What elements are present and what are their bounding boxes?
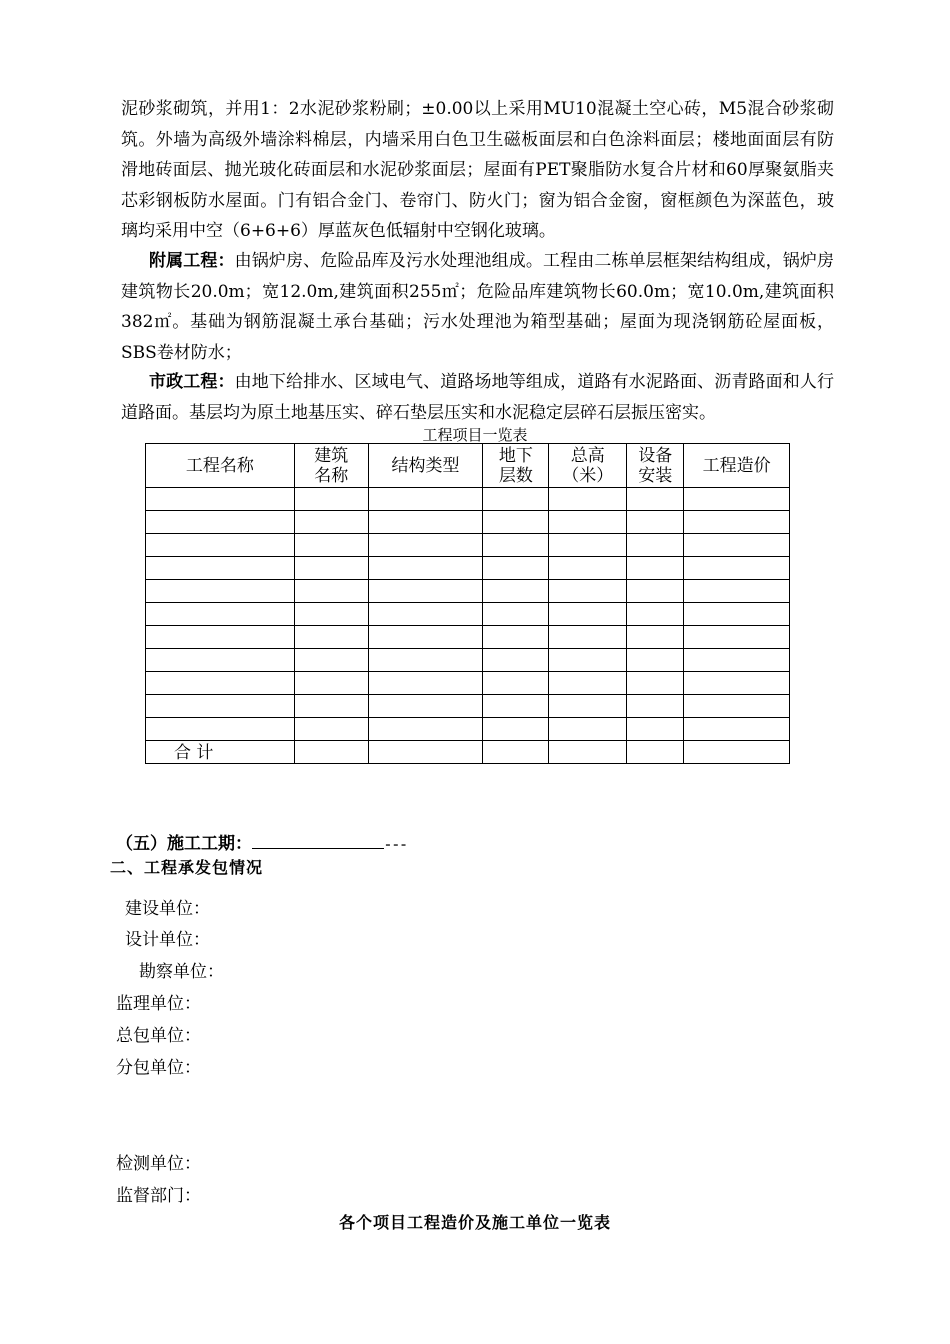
table-cell <box>549 603 627 626</box>
table-cell <box>627 649 684 672</box>
project-table <box>145 443 790 764</box>
table-cell <box>294 557 368 580</box>
table-row <box>146 488 790 511</box>
table-cell <box>483 626 549 649</box>
table-row <box>146 511 790 534</box>
table-cell <box>549 718 627 741</box>
table-cell <box>294 580 368 603</box>
auxiliary-label: 附属工程： <box>149 251 235 271</box>
table-cell <box>684 603 790 626</box>
table-row <box>146 557 790 580</box>
table-row <box>146 718 790 741</box>
unit-subcontractor: 分包单位： <box>116 1058 201 1078</box>
table-cell <box>146 626 295 649</box>
header-structure-type: 结构类型 <box>368 444 483 488</box>
schedule-blank[interactable] <box>252 832 384 849</box>
header-equipment-install: 设备 安装 <box>627 444 684 488</box>
table-cell <box>294 672 368 695</box>
table-cell <box>627 557 684 580</box>
table-cell <box>294 603 368 626</box>
table-cell <box>368 695 483 718</box>
section2-title: 二、工程承发包情况 <box>110 858 264 877</box>
table-row <box>146 534 790 557</box>
table-cell <box>549 557 627 580</box>
table-cell <box>684 580 790 603</box>
table-cell <box>294 695 368 718</box>
table-cell <box>684 626 790 649</box>
table-cell <box>549 672 627 695</box>
auxiliary-text: 由锅炉房、危险品库及污水处理池组成。工程由二栋单层框架结构组成，锅炉房建筑物长20.0m；宽12.0m,建筑面积255㎡；危险品库建筑物长60.0m；宽10.0m,建筑面积382㎡。基础为钢筋混凝土承台基础；污水处理池为箱型基础；屋面为现浇钢筋砼屋面板，SBS卷材防水； <box>121 251 835 363</box>
table-cell <box>368 534 483 557</box>
table-cell <box>627 695 684 718</box>
table-cell <box>483 557 549 580</box>
table-cell <box>146 649 295 672</box>
unit-survey: 勘察单位： <box>139 962 224 982</box>
table-cell <box>146 603 295 626</box>
table-row <box>146 672 790 695</box>
paragraph-municipal <box>121 367 834 428</box>
table-total-row <box>146 741 790 764</box>
table-cell <box>368 649 483 672</box>
table-cell <box>627 718 684 741</box>
table-cell <box>483 603 549 626</box>
header-building-name: 建筑 名称 <box>294 444 368 488</box>
table-cell <box>549 649 627 672</box>
table-cell <box>294 626 368 649</box>
unit-supervisory-dept: 监督部门： <box>116 1186 201 1206</box>
table-cell <box>368 626 483 649</box>
table-header-row <box>146 444 790 488</box>
table-cell <box>146 718 295 741</box>
paragraph-auxiliary <box>121 246 834 368</box>
table-cell <box>549 695 627 718</box>
table-cell <box>368 672 483 695</box>
table-cell <box>627 534 684 557</box>
table-cell <box>294 534 368 557</box>
unit-design: 设计单位： <box>125 930 210 950</box>
table-cell <box>483 580 549 603</box>
table-cell <box>146 534 295 557</box>
project-table-title: 工程项目一览表 <box>422 426 528 444</box>
table-row <box>146 603 790 626</box>
table-cell <box>684 488 790 511</box>
unit-construction: 建设单位： <box>125 899 210 919</box>
table-cell <box>146 672 295 695</box>
table-cell <box>146 488 295 511</box>
table-cell <box>684 672 790 695</box>
municipal-label: 市政工程： <box>149 372 235 392</box>
header-underground-floors: 地下 层数 <box>483 444 549 488</box>
table-cell <box>483 695 549 718</box>
table-cell <box>483 649 549 672</box>
table-cell <box>483 534 549 557</box>
table-cell <box>627 603 684 626</box>
unit-testing: 检测单位： <box>116 1154 201 1174</box>
table-cell <box>549 488 627 511</box>
table-cell <box>368 557 483 580</box>
table-cell <box>627 626 684 649</box>
table-cell <box>549 626 627 649</box>
table-cell <box>483 718 549 741</box>
table-cell <box>146 511 295 534</box>
header-project-cost: 工程造价 <box>684 444 790 488</box>
table-cell <box>549 580 627 603</box>
paragraph-materials: 泥砂浆砌筑，并用1：2水泥砂浆粉刷；±0.00以上采用MU10混凝土空心砖，M5混合砂浆砌筑。外墙为高级外墙涂料棉层，内墙采用白色卫生磁板面层和白色涂料面层；楼地面面层有防滑地砖面层、抛光玻化砖面层和水泥砂浆面层；屋面有PET聚脂防水复合片材和60厚聚氨脂夹芯彩钢板防水屋面。门有铝合金门、卷帘门、防火门；窗为铝合金窗，窗框颜色为深蓝色，玻璃均采用中空（6+6+6）厚蓝灰色低辐射中空钢化玻璃。 <box>121 99 834 241</box>
table-cell <box>627 511 684 534</box>
table-row <box>146 695 790 718</box>
table-cell <box>483 511 549 534</box>
municipal-text: 由地下给排水、区域电气、道路场地等组成，道路有水泥路面、沥青路面和人行道路面。基层均为原土地基压实、碎石垫层压实和水泥稳定层碎石层振压密实。 <box>121 372 835 423</box>
cost-contractor-table-title: 各个项目工程造价及施工单位一览表 <box>338 1213 611 1232</box>
table-cell <box>684 695 790 718</box>
schedule-label: （五）施工工期： <box>116 834 252 854</box>
table-cell <box>294 488 368 511</box>
table-cell <box>684 534 790 557</box>
table-cell <box>627 488 684 511</box>
table-cell <box>294 718 368 741</box>
table-cell <box>368 580 483 603</box>
table-cell <box>549 534 627 557</box>
table-cell <box>146 580 295 603</box>
table-row <box>146 580 790 603</box>
unit-general-contractor: 总包单位： <box>116 1026 201 1046</box>
table-cell <box>368 603 483 626</box>
table-cell <box>146 557 295 580</box>
table-cell <box>146 695 295 718</box>
table-cell <box>368 488 483 511</box>
table-cell <box>549 511 627 534</box>
total-label: 合 计 <box>146 741 295 764</box>
table-cell <box>627 580 684 603</box>
header-project-name: 工程名称 <box>146 444 295 488</box>
table-cell <box>684 511 790 534</box>
table-cell <box>368 511 483 534</box>
table-cell <box>684 649 790 672</box>
table-cell <box>483 488 549 511</box>
table-cell <box>368 718 483 741</box>
table-row <box>146 649 790 672</box>
table-row <box>146 626 790 649</box>
table-cell <box>294 511 368 534</box>
table-cell <box>627 672 684 695</box>
schedule-line <box>116 832 407 857</box>
table-cell <box>684 718 790 741</box>
schedule-dashes: --- <box>384 838 408 853</box>
header-total-height: 总高 （米） <box>549 444 627 488</box>
table-cell <box>483 672 549 695</box>
table-cell <box>294 649 368 672</box>
unit-supervision: 监理单位： <box>116 994 201 1014</box>
table-cell <box>684 557 790 580</box>
